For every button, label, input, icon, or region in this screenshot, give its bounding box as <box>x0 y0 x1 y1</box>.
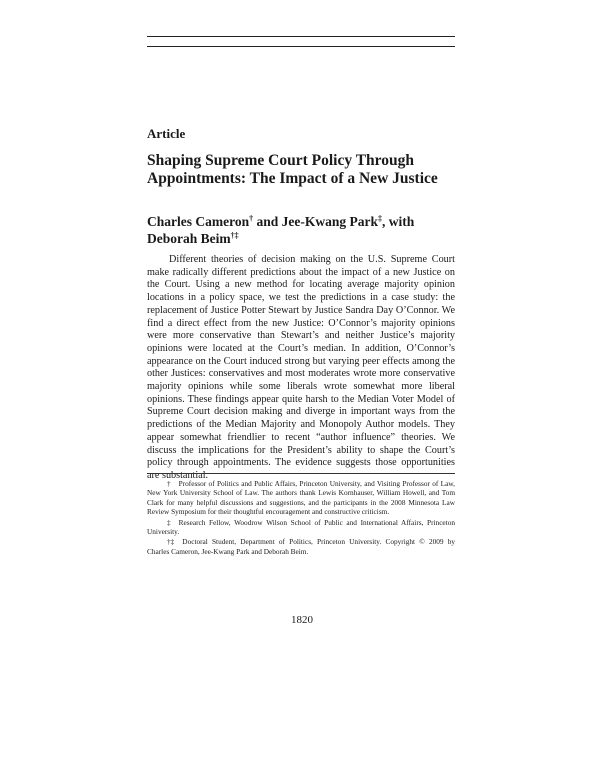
author-name: Deborah Beim <box>147 231 231 246</box>
header-rule-top <box>147 36 455 37</box>
author-name: Jee-Kwang Park <box>281 214 379 229</box>
author-line <box>147 213 452 247</box>
author-connector: and <box>253 214 282 229</box>
footnote-mark: †‡ <box>167 537 175 547</box>
footnote-text: Professor of Politics and Public Affairs, Princeton University, and Visiting Professor of Law, New York University School of Law. The authors thank Lewis Kornhauser, William Howell, and Tom Clark for many helpful discussions and suggestions, and the participants in the 2008 Minnesota Law Review Symposium for their thoughtful encouragement and constructive criticism. <box>147 479 455 517</box>
article-title: Shaping Supreme Court Policy Through Appointments: The Impact of a New Justice <box>147 152 438 187</box>
footnote <box>147 479 455 517</box>
footnote-mark: † <box>167 479 171 488</box>
footnote-mark: † <box>249 214 254 223</box>
footnotes <box>147 479 455 557</box>
footnote-divider <box>147 473 455 474</box>
page-number: 1820 <box>291 614 313 626</box>
footnote-text: Doctoral Student, Department of Politics, Princeton University. Copyright © 2009 by Charles Cameron, Jee-Kwang Park and Deborah Beim. <box>147 537 455 556</box>
footnote-text: Research Fellow, Woodrow Wilson School of Public and International Affairs, Princeton University. <box>147 517 455 537</box>
abstract-paragraph: Different theories of decision making on the U.S. Supreme Court make radically different predictions about the impact of a new Justice on the Court. Using a new method for locating average majority opinion locations in a policy space, we test the predictions in a case study: the replacement of Justice Potter Stewart by Justice Sandra Day O’Connor. We find a direct effect from the new Justice: O’Connor’s majority opinions were more conservative than Stewart’s and neither Justice’s majority opinions were located at the Court’s median. In addition, O’Connor’s appearance on the Court induced strong but varying peer effects among the other Justices: conservatives and most moderates wrote more conservative majority opinions while some liberals wrote somewhat more liberal opinions. These findings appear quite harsh to the Median Voter Model of Supreme Court decision making and diverge in important ways from the predictions of the Median Majority and Monopoly Author models. They appear somewhat friendlier to recent “author influence” theories. We discuss the implications for the President’s ability to shape the Court’s policy through appointments. The evidence suggests those opportunities are substantial. <box>147 254 455 481</box>
author-name: Charles Cameron <box>147 214 250 229</box>
section-label: Article <box>147 126 186 141</box>
author-connector: , with <box>382 214 415 229</box>
footnote <box>147 537 455 556</box>
footnote-mark: †‡ <box>230 231 239 240</box>
footnote-mark: ‡ <box>167 517 171 527</box>
footnote <box>147 518 455 537</box>
header-rule-second <box>147 46 455 47</box>
footnote-mark: ‡ <box>378 214 383 223</box>
